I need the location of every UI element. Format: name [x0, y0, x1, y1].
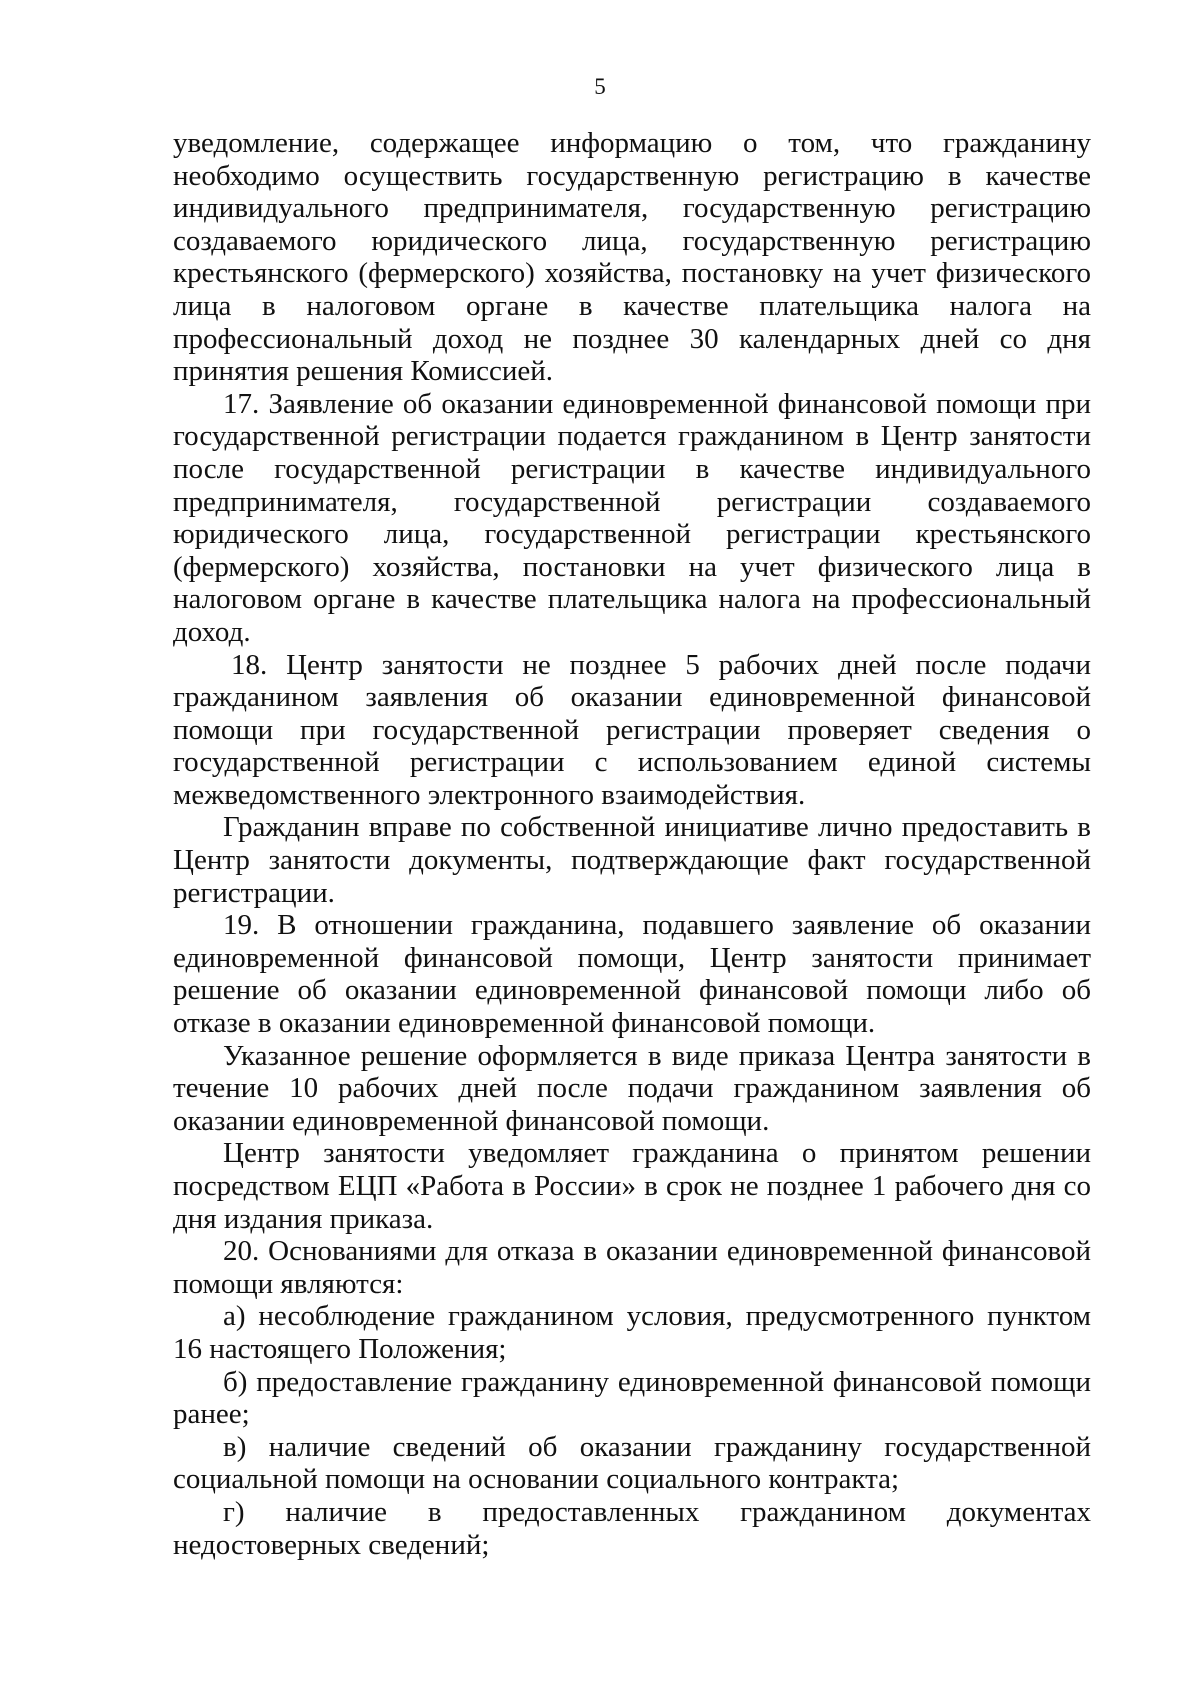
paragraph-item-18: 18. Центр занятости не позднее 5 рабочих дней после подачи гражданином заявления об оказании единовременной финансовой помощи при государственной регистрации проверяет сведения о государственной регистрации с использованием единой системы межведомственного электронного взаимодействия. [173, 648, 1091, 811]
list-item-a: а) несоблюдение гражданином условия, предусмотренного пунктом 16 настоящего Положения; [173, 1300, 1091, 1365]
list-item-b: б) предоставление гражданину единовременной финансовой помощи ранее; [173, 1365, 1091, 1431]
page-number: 5 [594, 74, 606, 99]
paragraph-citizen-right: Гражданин вправе по собственной инициативе лично предоставить в Центр занятости документы, подтверждающие факт государственной регистрации. [173, 811, 1091, 909]
paragraph-item-19: 19. В отношении гражданина, подавшего заявление об оказании единовременной финансовой помощи, Центр занятости принимает решение об оказании единовременной финансовой помощи либо об отказе в оказании единовременной финансовой помощи. [173, 909, 1091, 1040]
list-item-g: г) наличие в предоставленных гражданином документах недостоверных сведений; [173, 1495, 1091, 1561]
paragraph-notification: Центр занятости уведомляет гражданина о принятом решении посредством ЕЦП «Работа в России» в срок не позднее 1 рабочего дня со дня издания приказа. [173, 1137, 1091, 1235]
paragraph-notice-continuation: уведомление, содержащее информацию о том, что гражданину необходимо осуществить государственную регистрацию в качестве индивидуального предпринимателя, государственную регистрацию создаваемого юридического лица, государственную регистрацию крестьянского (фермерского) хозяйства, постановку на учет физического лица в налоговом органе в качестве плательщика налога на профессиональный доход не позднее 30 календарных дней со дня принятия решения Комиссией. [173, 127, 1091, 388]
paragraph-item-20: 20. Основаниями для отказа в оказании единовременной финансовой помощи являются: [173, 1235, 1091, 1300]
list-item-v: в) наличие сведений об оказании гражданину государственной социальной помощи на основании социального контракта; [173, 1430, 1091, 1496]
document-body [173, 127, 1091, 1561]
paragraph-decision-order: Указанное решение оформляется в виде приказа Центра занятости в течение 10 рабочих дней после подачи гражданином заявления об оказании единовременной финансовой помощи. [173, 1039, 1091, 1137]
paragraph-item-17: 17. Заявление об оказании единовременной финансовой помощи при государственной регистрации подается гражданином в Центр занятости после государственной регистрации в качестве индивидуального предпринимателя, государственной регистрации создаваемого юридического лица, государственной регистрации крестьянского (фермерского) хозяйства, постановки на учет физического лица в налоговом органе в качестве плательщика налога на профессиональный доход. [173, 387, 1091, 648]
